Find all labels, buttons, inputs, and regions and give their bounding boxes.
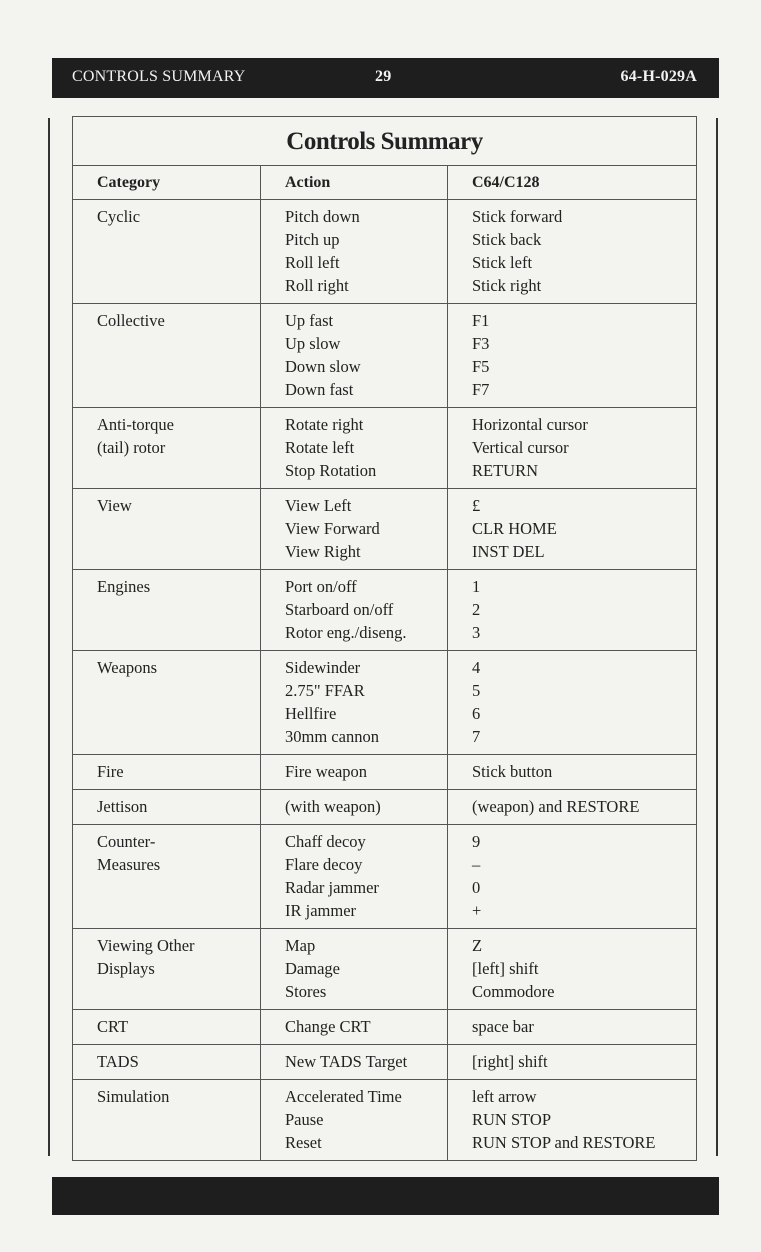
table-row xyxy=(73,570,697,651)
key-line: Z xyxy=(472,936,483,955)
key-line: F5 xyxy=(472,357,490,376)
category-line: Displays xyxy=(97,959,155,978)
key-line: + xyxy=(472,901,482,920)
column-header-action: Action xyxy=(261,166,448,200)
category-line: Engines xyxy=(97,577,151,596)
page-footer-bar xyxy=(52,1177,719,1215)
key-line: 7 xyxy=(472,727,481,746)
key-cell xyxy=(448,408,697,489)
table-row xyxy=(73,651,697,755)
table-row xyxy=(73,755,697,790)
key-line: Stick back xyxy=(472,230,542,249)
action-line: Pause xyxy=(285,1110,324,1129)
action-line: Reset xyxy=(285,1133,322,1152)
action-line: Hellfire xyxy=(285,704,337,723)
key-line: CLR HOME xyxy=(472,519,557,538)
action-line: Damage xyxy=(285,959,340,978)
category-line: Cyclic xyxy=(97,207,141,226)
action-line: New TADS Target xyxy=(285,1052,408,1071)
key-cell xyxy=(448,929,697,1010)
action-line: Radar jammer xyxy=(285,878,379,897)
table-row xyxy=(73,408,697,489)
category-line: Fire xyxy=(97,762,124,781)
category-line: Counter- xyxy=(97,832,156,851)
key-cell xyxy=(448,489,697,570)
key-line: Vertical cursor xyxy=(472,438,569,457)
table-row xyxy=(73,790,697,825)
category-cell xyxy=(73,1080,261,1161)
category-cell xyxy=(73,1010,261,1045)
key-line: 3 xyxy=(472,623,481,642)
action-line: Stores xyxy=(285,982,327,1001)
category-cell xyxy=(73,200,261,304)
action-line: Sidewinder xyxy=(285,658,361,677)
category-line: (tail) rotor xyxy=(97,438,166,457)
key-line: left arrow xyxy=(472,1087,537,1106)
action-line: View Left xyxy=(285,496,352,515)
category-line: Collective xyxy=(97,311,165,330)
action-line: Roll right xyxy=(285,276,349,295)
action-line: Pitch up xyxy=(285,230,340,249)
table-row xyxy=(73,1010,697,1045)
category-cell xyxy=(73,408,261,489)
key-line: F1 xyxy=(472,311,490,330)
action-line: Down slow xyxy=(285,357,361,376)
key-cell xyxy=(448,755,697,790)
key-line: space bar xyxy=(472,1017,534,1036)
action-line: Flare decoy xyxy=(285,855,363,874)
action-line: Change CRT xyxy=(285,1017,371,1036)
key-line: 9 xyxy=(472,832,481,851)
table-title: Controls Summary xyxy=(73,117,697,166)
key-line: Stick right xyxy=(472,276,542,295)
action-line: Stop Rotation xyxy=(285,461,377,480)
key-cell xyxy=(448,1080,697,1161)
category-line: Jettison xyxy=(97,797,148,816)
controls-summary-table xyxy=(72,116,697,1161)
key-line: F7 xyxy=(472,380,490,399)
key-cell xyxy=(448,1045,697,1080)
key-line: 4 xyxy=(472,658,481,677)
category-line: Measures xyxy=(97,855,161,874)
category-cell xyxy=(73,651,261,755)
action-line: Chaff decoy xyxy=(285,832,366,851)
key-line: Stick button xyxy=(472,762,553,781)
key-line: – xyxy=(472,855,481,874)
action-line: View Right xyxy=(285,542,361,561)
table-row xyxy=(73,1045,697,1080)
action-line: Port on/off xyxy=(285,577,357,596)
action-line: Up slow xyxy=(285,334,341,353)
category-line: TADS xyxy=(97,1052,139,1071)
action-cell xyxy=(261,790,448,825)
action-cell xyxy=(261,408,448,489)
key-line: 5 xyxy=(472,681,481,700)
category-line: Simulation xyxy=(97,1087,170,1106)
action-cell xyxy=(261,1080,448,1161)
action-line: Rotate right xyxy=(285,415,364,434)
category-line: View xyxy=(97,496,132,515)
key-line: £ xyxy=(472,496,481,515)
table-row xyxy=(73,929,697,1010)
table-row xyxy=(73,200,697,304)
category-cell xyxy=(73,570,261,651)
action-cell xyxy=(261,489,448,570)
section-title: CONTROLS SUMMARY xyxy=(72,68,246,85)
category-line: CRT xyxy=(97,1017,129,1036)
action-line: Up fast xyxy=(285,311,334,330)
key-line: 0 xyxy=(472,878,481,897)
category-cell xyxy=(73,825,261,929)
action-line: (with weapon) xyxy=(285,797,381,816)
key-line: INST DEL xyxy=(472,542,545,561)
key-line: RUN STOP and RESTORE xyxy=(472,1133,656,1152)
table-body xyxy=(73,200,697,1161)
key-line: (weapon) and RESTORE xyxy=(472,797,640,816)
category-line: Weapons xyxy=(97,658,158,677)
table-row xyxy=(73,825,697,929)
key-line: [right] shift xyxy=(472,1052,548,1071)
column-header-category: Category xyxy=(73,166,261,200)
key-cell xyxy=(448,1010,697,1045)
document-code: 64-H-029A xyxy=(620,68,697,85)
key-line: Commodore xyxy=(472,982,555,1001)
key-cell xyxy=(448,651,697,755)
category-line: Viewing Other xyxy=(97,936,195,955)
left-margin-rule xyxy=(48,118,50,1156)
category-line: Anti-torque xyxy=(97,415,174,434)
right-margin-rule xyxy=(716,118,718,1156)
action-line: Roll left xyxy=(285,253,340,272)
key-cell xyxy=(448,304,697,408)
action-line: Rotate left xyxy=(285,438,355,457)
action-cell xyxy=(261,1010,448,1045)
key-line: F3 xyxy=(472,334,490,353)
action-line: Map xyxy=(285,936,316,955)
key-line: RUN STOP xyxy=(472,1110,552,1129)
action-line: Fire weapon xyxy=(285,762,368,781)
key-line: 1 xyxy=(472,577,481,596)
key-line: Horizontal cursor xyxy=(472,415,588,434)
action-line: 30mm cannon xyxy=(285,727,379,746)
table-row xyxy=(73,1080,697,1161)
category-cell xyxy=(73,1045,261,1080)
key-line: Stick forward xyxy=(472,207,563,226)
key-cell xyxy=(448,200,697,304)
key-line: RETURN xyxy=(472,461,538,480)
action-cell xyxy=(261,200,448,304)
action-line: Starboard on/off xyxy=(285,600,394,619)
action-cell xyxy=(261,304,448,408)
table-row xyxy=(73,304,697,408)
action-line: Accelerated Time xyxy=(285,1087,402,1106)
category-cell xyxy=(73,304,261,408)
action-cell xyxy=(261,929,448,1010)
action-cell xyxy=(261,825,448,929)
action-line: 2.75" FFAR xyxy=(285,681,365,700)
action-line: IR jammer xyxy=(285,901,357,920)
key-line: 2 xyxy=(472,600,481,619)
key-cell xyxy=(448,825,697,929)
action-line: View Forward xyxy=(285,519,380,538)
key-line: 6 xyxy=(472,704,481,723)
action-line: Down fast xyxy=(285,380,354,399)
action-cell xyxy=(261,1045,448,1080)
action-cell xyxy=(261,755,448,790)
table-row xyxy=(73,489,697,570)
key-cell xyxy=(448,570,697,651)
category-cell xyxy=(73,755,261,790)
page-header-bar xyxy=(52,58,719,98)
category-cell xyxy=(73,489,261,570)
category-cell xyxy=(73,929,261,1010)
column-header-keys: C64/C128 xyxy=(448,166,697,200)
key-cell xyxy=(448,790,697,825)
key-line: Stick left xyxy=(472,253,533,272)
page-number: 29 xyxy=(375,68,392,85)
action-line: Pitch down xyxy=(285,207,360,226)
category-cell xyxy=(73,790,261,825)
action-cell xyxy=(261,651,448,755)
action-line: Rotor eng./diseng. xyxy=(285,623,407,642)
action-cell xyxy=(261,570,448,651)
key-line: [left] shift xyxy=(472,959,539,978)
